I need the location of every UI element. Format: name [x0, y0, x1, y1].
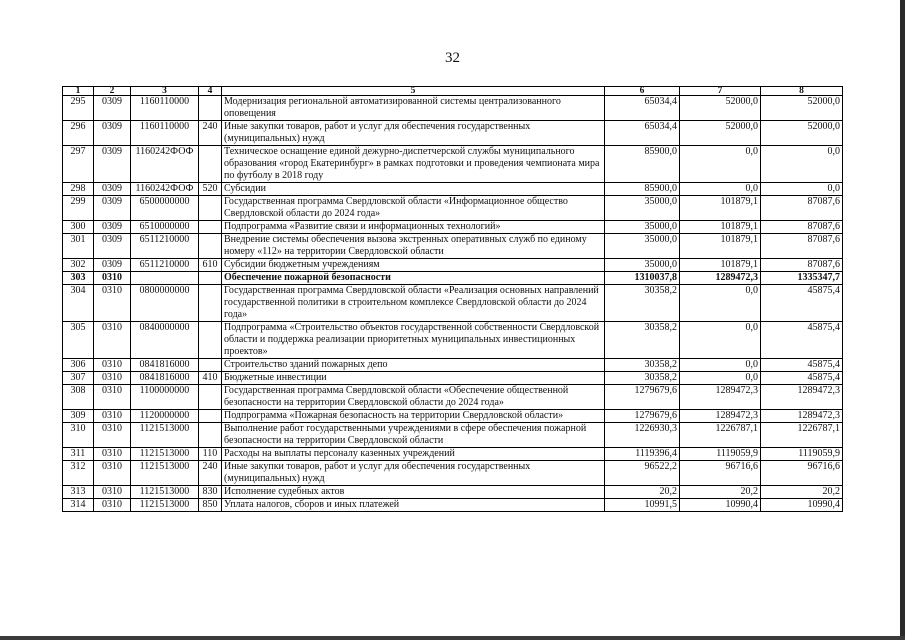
amount-col6-cell: 65034,4 — [605, 121, 680, 146]
expense-type-cell — [199, 272, 222, 285]
row-number-cell: 308 — [63, 385, 94, 410]
expense-type-cell: 610 — [199, 259, 222, 272]
description-cell: Бюджетные инвестиции — [222, 372, 605, 385]
description-cell: Исполнение судебных актов — [222, 486, 605, 499]
amount-col6-cell: 35000,0 — [605, 221, 680, 234]
description-cell: Модернизация региональной автоматизированной системы централизованного оповещения — [222, 96, 605, 121]
amount-col7-cell: 20,2 — [680, 486, 761, 499]
amount-col7-cell: 101879,1 — [680, 259, 761, 272]
description-cell: Расходы на выплаты персоналу казенных учреждений — [222, 448, 605, 461]
amount-col7-cell: 0,0 — [680, 359, 761, 372]
table-header-row — [63, 87, 843, 96]
column-header: 8 — [761, 87, 843, 96]
amount-col6-cell: 35000,0 — [605, 196, 680, 221]
amount-col7-cell: 101879,1 — [680, 221, 761, 234]
table-row — [63, 196, 843, 221]
target-article-cell: 6511210000 — [131, 259, 199, 272]
section-code-cell: 0309 — [94, 121, 131, 146]
column-header: 2 — [94, 87, 131, 96]
amount-col7-cell: 1119059,9 — [680, 448, 761, 461]
description-cell: Иные закупки товаров, работ и услуг для обеспечения государственных (муниципальных) нужд — [222, 461, 605, 486]
amount-col7-cell: 0,0 — [680, 183, 761, 196]
section-code-cell: 0310 — [94, 372, 131, 385]
amount-col7-cell: 0,0 — [680, 146, 761, 183]
row-number-cell: 296 — [63, 121, 94, 146]
amount-col8-cell: 87087,6 — [761, 221, 843, 234]
table-row — [63, 285, 843, 322]
description-cell: Подпрограмма «Развитие связи и информационных технологий» — [222, 221, 605, 234]
section-code-cell: 0309 — [94, 259, 131, 272]
amount-col7-cell: 0,0 — [680, 322, 761, 359]
table-row — [63, 486, 843, 499]
row-number-cell: 309 — [63, 410, 94, 423]
table-row — [63, 499, 843, 512]
amount-col8-cell: 0,0 — [761, 183, 843, 196]
section-code-cell: 0310 — [94, 385, 131, 410]
amount-col6-cell: 1119396,4 — [605, 448, 680, 461]
amount-col6-cell: 30358,2 — [605, 359, 680, 372]
amount-col7-cell: 52000,0 — [680, 121, 761, 146]
table-row — [63, 259, 843, 272]
description-cell: Строительство зданий пожарных депо — [222, 359, 605, 372]
target-article-cell: 0800000000 — [131, 285, 199, 322]
amount-col6-cell: 20,2 — [605, 486, 680, 499]
section-code-cell: 0309 — [94, 96, 131, 121]
expense-type-cell — [199, 423, 222, 448]
amount-col6-cell: 96522,2 — [605, 461, 680, 486]
amount-col6-cell: 85900,0 — [605, 183, 680, 196]
description-cell: Субсидии бюджетным учреждениям — [222, 259, 605, 272]
column-header: 1 — [63, 87, 94, 96]
amount-col7-cell: 52000,0 — [680, 96, 761, 121]
scan-edge-right — [900, 0, 905, 640]
row-number-cell: 310 — [63, 423, 94, 448]
amount-col6-cell: 85900,0 — [605, 146, 680, 183]
column-header: 6 — [605, 87, 680, 96]
amount-col8-cell: 87087,6 — [761, 234, 843, 259]
amount-col8-cell: 10990,4 — [761, 499, 843, 512]
amount-col8-cell: 45875,4 — [761, 359, 843, 372]
amount-col8-cell: 1289472,3 — [761, 410, 843, 423]
expense-type-cell: 850 — [199, 499, 222, 512]
target-article-cell: 0841816000 — [131, 372, 199, 385]
amount-col6-cell: 30358,2 — [605, 372, 680, 385]
target-article-cell: 1160110000 — [131, 121, 199, 146]
expense-type-cell: 240 — [199, 121, 222, 146]
section-code-cell: 0310 — [94, 272, 131, 285]
section-code-cell: 0310 — [94, 448, 131, 461]
table-row — [63, 322, 843, 359]
description-cell: Выполнение работ государственными учреждениями в сфере обеспечения пожарной безопасности на территории Свердловской области — [222, 423, 605, 448]
page-number: 32 — [445, 50, 460, 66]
amount-col8-cell: 87087,6 — [761, 196, 843, 221]
amount-col6-cell: 30358,2 — [605, 322, 680, 359]
table-row — [63, 272, 843, 285]
row-number-cell: 314 — [63, 499, 94, 512]
target-article-cell: 1160110000 — [131, 96, 199, 121]
expense-type-cell — [199, 385, 222, 410]
target-article-cell: 6510000000 — [131, 221, 199, 234]
amount-col8-cell: 1289472,3 — [761, 385, 843, 410]
section-code-cell: 0309 — [94, 196, 131, 221]
description-cell: Внедрение системы обеспечения вызова экстренных оперативных служб по единому номеру «112» на территории Свердловской области — [222, 234, 605, 259]
section-code-cell: 0310 — [94, 285, 131, 322]
description-cell: Подпрограмма «Строительство объектов государственной собственности Свердловской области и поддержка реализации приоритетных муниципальных инвестиционных проектов» — [222, 322, 605, 359]
column-header: 3 — [131, 87, 199, 96]
expense-type-cell: 110 — [199, 448, 222, 461]
table-row — [63, 221, 843, 234]
amount-col7-cell: 96716,6 — [680, 461, 761, 486]
table-row — [63, 183, 843, 196]
target-article-cell: 1121513000 — [131, 448, 199, 461]
target-article-cell: 1160242ФОФ — [131, 183, 199, 196]
description-cell: Иные закупки товаров, работ и услуг для обеспечения государственных (муниципальных) нужд — [222, 121, 605, 146]
amount-col8-cell: 1335347,7 — [761, 272, 843, 285]
table-row — [63, 448, 843, 461]
table-row — [63, 423, 843, 448]
amount-col7-cell: 1226787,1 — [680, 423, 761, 448]
amount-col7-cell: 1289472,3 — [680, 410, 761, 423]
column-header: 4 — [199, 87, 222, 96]
amount-col6-cell: 1279679,6 — [605, 385, 680, 410]
amount-col7-cell: 101879,1 — [680, 234, 761, 259]
table-row — [63, 385, 843, 410]
row-number-cell: 311 — [63, 448, 94, 461]
row-number-cell: 303 — [63, 272, 94, 285]
section-code-cell: 0310 — [94, 423, 131, 448]
description-cell: Техническое оснащение единой дежурно-диспетчерской службы муниципального образования «город Екатеринбург» в рамках подготовки и проведения чемпионата мира по футболу в 2018 году — [222, 146, 605, 183]
section-code-cell: 0309 — [94, 221, 131, 234]
table-row — [63, 234, 843, 259]
amount-col8-cell: 96716,6 — [761, 461, 843, 486]
amount-col7-cell: 101879,1 — [680, 196, 761, 221]
target-article-cell: 1100000000 — [131, 385, 199, 410]
description-cell: Государственная программа Свердловской области «Реализация основных направлений государственной политики в строительном комплексе Свердловской области до 2024 года» — [222, 285, 605, 322]
table-row — [63, 96, 843, 121]
amount-col7-cell: 1289472,3 — [680, 272, 761, 285]
amount-col8-cell: 1226787,1 — [761, 423, 843, 448]
section-code-cell: 0310 — [94, 499, 131, 512]
expense-type-cell: 240 — [199, 461, 222, 486]
budget-table — [62, 86, 843, 512]
amount-col7-cell: 1289472,3 — [680, 385, 761, 410]
section-code-cell: 0310 — [94, 322, 131, 359]
target-article-cell: 1160242ФОФ — [131, 146, 199, 183]
target-article-cell: 1121513000 — [131, 486, 199, 499]
amount-col6-cell: 30358,2 — [605, 285, 680, 322]
amount-col8-cell: 20,2 — [761, 486, 843, 499]
row-number-cell: 312 — [63, 461, 94, 486]
section-code-cell: 0309 — [94, 183, 131, 196]
section-code-cell: 0310 — [94, 410, 131, 423]
expense-type-cell — [199, 410, 222, 423]
target-article-cell: 6500000000 — [131, 196, 199, 221]
section-code-cell: 0309 — [94, 146, 131, 183]
row-number-cell: 304 — [63, 285, 94, 322]
amount-col6-cell: 1226930,3 — [605, 423, 680, 448]
amount-col6-cell: 35000,0 — [605, 259, 680, 272]
row-number-cell: 305 — [63, 322, 94, 359]
description-cell: Обеспечение пожарной безопасности — [222, 272, 605, 285]
amount-col8-cell: 1119059,9 — [761, 448, 843, 461]
expense-type-cell — [199, 221, 222, 234]
row-number-cell: 301 — [63, 234, 94, 259]
table-row — [63, 359, 843, 372]
expense-type-cell — [199, 146, 222, 183]
amount-col7-cell: 0,0 — [680, 285, 761, 322]
section-code-cell: 0309 — [94, 234, 131, 259]
column-header: 5 — [222, 87, 605, 96]
amount-col7-cell: 10990,4 — [680, 499, 761, 512]
expense-type-cell: 410 — [199, 372, 222, 385]
amount-col8-cell: 45875,4 — [761, 285, 843, 322]
amount-col6-cell: 35000,0 — [605, 234, 680, 259]
amount-col6-cell: 65034,4 — [605, 96, 680, 121]
table-row — [63, 146, 843, 183]
row-number-cell: 302 — [63, 259, 94, 272]
section-code-cell: 0310 — [94, 461, 131, 486]
row-number-cell: 299 — [63, 196, 94, 221]
amount-col6-cell: 10991,5 — [605, 499, 680, 512]
expense-type-cell — [199, 285, 222, 322]
table-row — [63, 410, 843, 423]
row-number-cell: 298 — [63, 183, 94, 196]
target-article-cell: 0840000000 — [131, 322, 199, 359]
target-article-cell: 0841816000 — [131, 359, 199, 372]
expense-type-cell — [199, 322, 222, 359]
amount-col7-cell: 0,0 — [680, 372, 761, 385]
amount-col8-cell: 0,0 — [761, 146, 843, 183]
row-number-cell: 306 — [63, 359, 94, 372]
amount-col8-cell: 52000,0 — [761, 96, 843, 121]
expense-type-cell: 830 — [199, 486, 222, 499]
target-article-cell: 1121513000 — [131, 423, 199, 448]
target-article-cell: 1121513000 — [131, 499, 199, 512]
amount-col8-cell: 87087,6 — [761, 259, 843, 272]
table-row — [63, 461, 843, 486]
amount-col8-cell: 45875,4 — [761, 322, 843, 359]
section-code-cell: 0310 — [94, 486, 131, 499]
target-article-cell: 1120000000 — [131, 410, 199, 423]
row-number-cell: 300 — [63, 221, 94, 234]
scan-edge-bottom — [0, 636, 905, 640]
expense-type-cell: 520 — [199, 183, 222, 196]
description-cell: Подпрограмма «Пожарная безопасность на территории Свердловской области» — [222, 410, 605, 423]
table-row — [63, 372, 843, 385]
target-article-cell: 6511210000 — [131, 234, 199, 259]
row-number-cell: 295 — [63, 96, 94, 121]
row-number-cell: 307 — [63, 372, 94, 385]
target-article-cell — [131, 272, 199, 285]
expense-type-cell — [199, 234, 222, 259]
column-header: 7 — [680, 87, 761, 96]
expense-type-cell — [199, 96, 222, 121]
target-article-cell: 1121513000 — [131, 461, 199, 486]
expense-type-cell — [199, 359, 222, 372]
section-code-cell: 0310 — [94, 359, 131, 372]
row-number-cell: 297 — [63, 146, 94, 183]
description-cell: Государственная программа Свердловской области «Обеспечение общественной безопасности на территории Свердловской области до 2024 года» — [222, 385, 605, 410]
row-number-cell: 313 — [63, 486, 94, 499]
description-cell: Государственная программа Свердловской области «Информационное общество Свердловской области до 2024 года» — [222, 196, 605, 221]
table-row — [63, 121, 843, 146]
amount-col6-cell: 1310037,8 — [605, 272, 680, 285]
amount-col8-cell: 52000,0 — [761, 121, 843, 146]
amount-col6-cell: 1279679,6 — [605, 410, 680, 423]
amount-col8-cell: 45875,4 — [761, 372, 843, 385]
description-cell: Субсидии — [222, 183, 605, 196]
expense-type-cell — [199, 196, 222, 221]
description-cell: Уплата налогов, сборов и иных платежей — [222, 499, 605, 512]
